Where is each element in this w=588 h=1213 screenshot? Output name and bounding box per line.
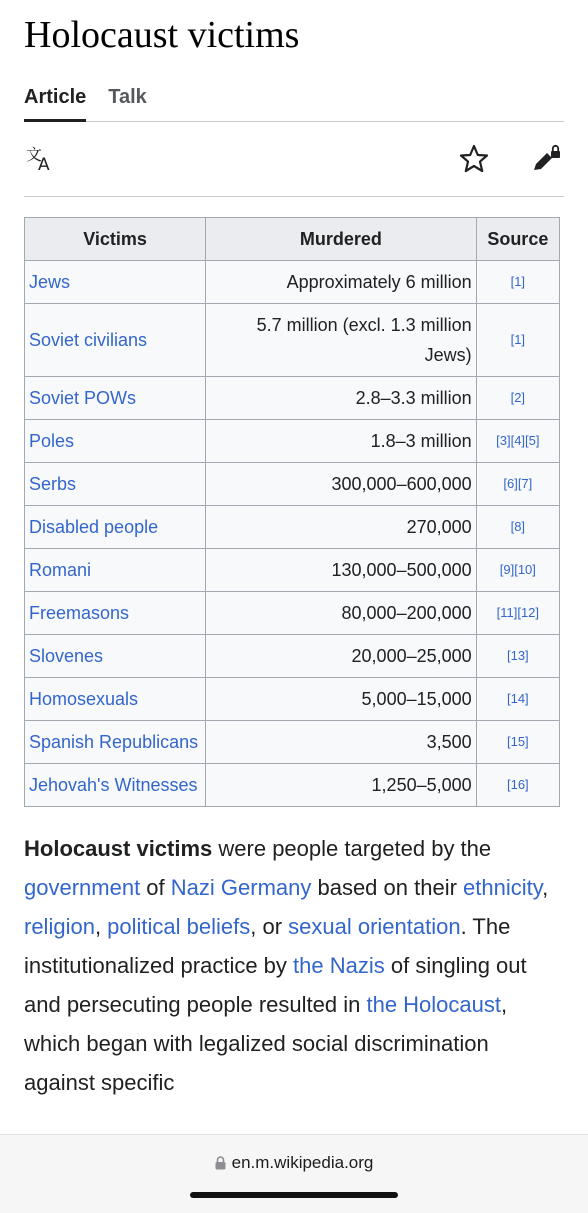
murdered-cell: 130,000–500,000 <box>206 549 477 592</box>
column-header-murdered: Murdered <box>206 218 477 261</box>
link-ethnicity[interactable]: ethnicity <box>463 875 543 900</box>
victim-cell <box>25 304 206 377</box>
victim-link[interactable]: Disabled people <box>29 517 159 537</box>
link-sexual-orientation[interactable]: sexual orientation <box>288 914 461 939</box>
victims-table <box>24 217 560 807</box>
tab-article[interactable]: Article <box>24 86 86 122</box>
intro-bold-term: Holocaust victims <box>24 836 213 861</box>
table-row <box>25 764 560 807</box>
source-ref[interactable]: [11][12] <box>476 592 559 635</box>
victim-link[interactable]: Serbs <box>29 474 77 494</box>
victim-link[interactable]: Romani <box>29 560 92 580</box>
source-ref[interactable]: [2] <box>476 377 559 420</box>
table-row <box>25 377 560 420</box>
source-ref[interactable]: [3][4][5] <box>476 420 559 463</box>
star-icon[interactable] <box>458 143 490 175</box>
victim-cell <box>25 549 206 592</box>
table-row <box>25 678 560 721</box>
victim-link[interactable]: Slovenes <box>29 646 104 666</box>
victim-cell <box>25 592 206 635</box>
url-display[interactable] <box>0 1153 588 1175</box>
intro-text: , which began with legalized social discrimination against specific <box>24 992 508 1095</box>
intro-text: of <box>140 875 171 900</box>
table-row <box>25 463 560 506</box>
intro-text: , <box>542 875 549 900</box>
link-the-holocaust[interactable]: the Holocaust <box>366 992 501 1017</box>
table-header-row <box>25 218 560 261</box>
murdered-cell: 2.8–3.3 million <box>206 377 477 420</box>
table-row <box>25 721 560 764</box>
victim-link[interactable]: Soviet POWs <box>29 388 137 408</box>
page-title: Holocaust victims <box>24 14 300 56</box>
lock-icon <box>215 1155 226 1175</box>
home-indicator[interactable] <box>190 1192 398 1198</box>
victim-cell <box>25 463 206 506</box>
table-row <box>25 592 560 635</box>
intro-text: , <box>94 914 108 939</box>
murdered-cell: 80,000–200,000 <box>206 592 477 635</box>
source-ref[interactable]: [15] <box>476 721 559 764</box>
victim-cell <box>25 721 206 764</box>
victim-link[interactable]: Poles <box>29 431 75 451</box>
victim-cell <box>25 420 206 463</box>
murdered-cell: 270,000 <box>206 506 477 549</box>
source-ref[interactable]: [1] <box>476 304 559 377</box>
victim-link[interactable]: Freemasons <box>29 603 130 623</box>
murdered-cell: 3,500 <box>206 721 477 764</box>
table-row <box>25 506 560 549</box>
svg-text:A: A <box>38 155 50 175</box>
victim-link[interactable]: Soviet civilians <box>29 330 148 350</box>
column-header-victims: Victims <box>25 218 206 261</box>
table-row <box>25 635 560 678</box>
source-ref[interactable]: [13] <box>476 635 559 678</box>
table-row <box>25 261 560 304</box>
table-row <box>25 549 560 592</box>
intro-paragraph <box>24 829 564 1102</box>
svg-text:文: 文 <box>26 145 43 164</box>
victim-cell <box>25 635 206 678</box>
victim-link[interactable]: Jehovah's Witnesses <box>29 775 198 795</box>
murdered-cell: 5,000–15,000 <box>206 678 477 721</box>
victim-link[interactable]: Jews <box>29 272 71 292</box>
victim-cell <box>25 764 206 807</box>
victim-cell <box>25 506 206 549</box>
source-ref[interactable]: [8] <box>476 506 559 549</box>
link-religion[interactable]: religion <box>24 914 95 939</box>
intro-text: , or <box>250 914 289 939</box>
tab-talk[interactable]: Talk <box>108 86 147 108</box>
edit-lock-icon[interactable] <box>530 143 562 175</box>
victim-link[interactable]: Homosexuals <box>29 689 139 709</box>
murdered-cell: 1,250–5,000 <box>206 764 477 807</box>
intro-text: of singling out and persecuting people resulted in <box>24 953 527 1017</box>
victim-cell <box>25 377 206 420</box>
murdered-cell: Approximately 6 million <box>206 261 477 304</box>
page-tabs <box>24 86 564 122</box>
column-header-source: Source <box>476 218 559 261</box>
table-row <box>25 420 560 463</box>
intro-text: based on their <box>311 875 464 900</box>
browser-address-bar[interactable] <box>0 1134 588 1213</box>
url-text: en.m.wikipedia.org <box>231 1153 374 1172</box>
victim-link[interactable]: Spanish Republicans <box>29 732 199 752</box>
link-government[interactable]: government <box>24 875 141 900</box>
source-ref[interactable]: [16] <box>476 764 559 807</box>
link-nazi-germany[interactable]: Nazi Germany <box>170 875 312 900</box>
victim-cell <box>25 678 206 721</box>
murdered-cell: 300,000–600,000 <box>206 463 477 506</box>
source-ref[interactable]: [6][7] <box>476 463 559 506</box>
page-actions-toolbar <box>24 122 564 197</box>
link-the-nazis[interactable]: the Nazis <box>293 953 385 978</box>
intro-text: . The institutionalized practice by <box>24 914 511 978</box>
murdered-cell: 20,000–25,000 <box>206 635 477 678</box>
victim-cell <box>25 261 206 304</box>
source-ref[interactable]: [14] <box>476 678 559 721</box>
source-ref[interactable]: [9][10] <box>476 549 559 592</box>
link-political-beliefs[interactable]: political beliefs <box>107 914 251 939</box>
source-ref[interactable]: [1] <box>476 261 559 304</box>
murdered-cell: 5.7 million (excl. 1.3 million Jews) <box>206 304 477 377</box>
murdered-cell: 1.8–3 million <box>206 420 477 463</box>
intro-text: were people targeted by the <box>212 836 492 861</box>
article-page <box>0 12 588 1102</box>
translate-icon[interactable] <box>24 143 56 175</box>
table-row <box>25 304 560 377</box>
